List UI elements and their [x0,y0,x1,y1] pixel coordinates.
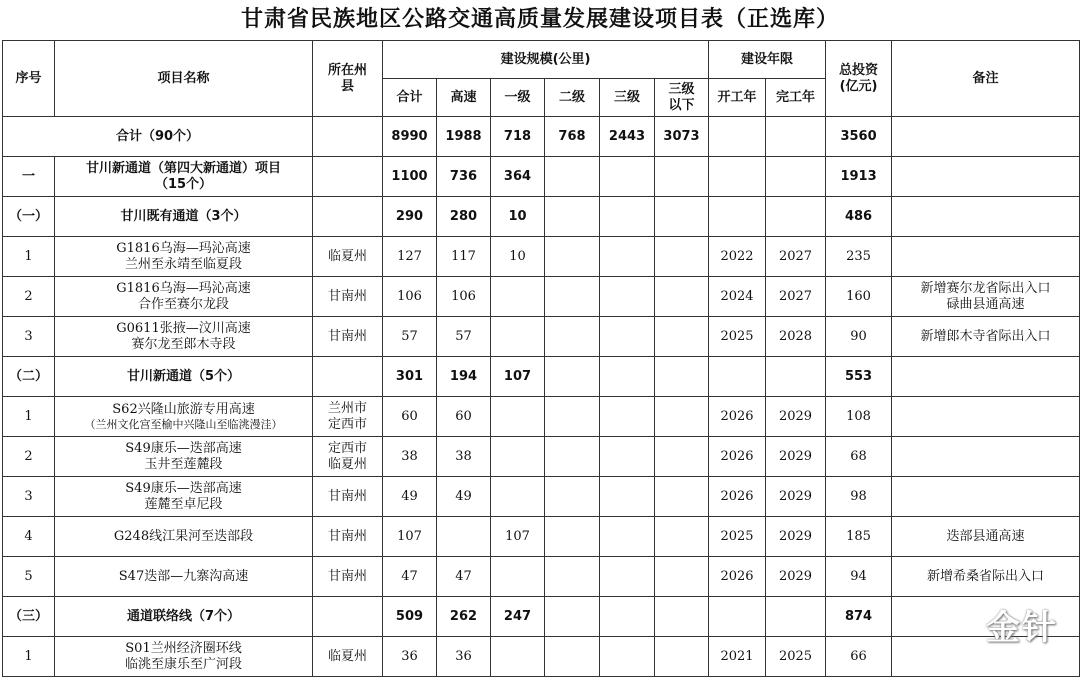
row-name: S49康乐—迭部高速 [125,480,242,496]
row-g1 [491,637,545,677]
project-table [2,40,1080,677]
row-g3b [655,517,709,557]
row-highway: 36 [437,637,491,677]
row-highway [437,517,491,557]
row-g1: 364 [491,157,545,197]
row-name: 合计（90个） [115,128,200,144]
row-name-line2: 赛尔龙至郎木寺段 [131,336,236,352]
row-g2 [545,317,600,357]
row-seq: （一） [3,197,55,237]
header-name: 项目名称 [55,41,313,117]
row-invest: 486 [826,197,892,237]
row-name-line2: 莲麓至卓尼段 [144,496,223,512]
row-county-line2: 临夏州 [327,456,367,472]
row-name: 甘川新通道（第四大新通道）项目 [85,160,281,176]
row-name: G1816乌海—玛沁高速 [116,240,251,256]
row-name-line2: （15个） [154,176,213,192]
row-remark-line2: 碌曲县通高速 [946,296,1025,312]
row-end: 2025 [766,637,826,677]
row-start: 2024 [709,277,766,317]
row-invest: 1913 [826,157,892,197]
row-highway: 60 [437,397,491,437]
row-county-cell [313,357,383,397]
row-end: 2028 [766,317,826,357]
row-g1 [491,317,545,357]
row-total: 36 [383,637,437,677]
table-row [3,237,1080,277]
row-county-cell [313,317,383,357]
row-name-line2: 合作至赛尔龙段 [137,296,229,312]
row-seq: 5 [3,557,55,597]
header-years: 建设年限 [709,41,826,79]
row-g2 [545,557,600,597]
row-name: 甘川既有通道（3个） [120,208,247,224]
row-start: 2026 [709,557,766,597]
row-invest: 68 [826,437,892,477]
row-start: 2026 [709,437,766,477]
row-g3 [600,397,655,437]
table-row [3,357,1080,397]
header-remark: 备注 [892,41,1080,117]
row-invest: 185 [826,517,892,557]
row-remark-cell [892,117,1080,157]
row-name: G0611张掖—汶川高速 [116,320,251,336]
row-end: 2029 [766,397,826,437]
row-invest: 94 [826,557,892,597]
row-g2 [545,357,600,397]
row-invest: 90 [826,317,892,357]
row-county: 甘南州 [327,328,367,344]
row-start: 2025 [709,517,766,557]
row-g3b [655,357,709,397]
row-g3: 2443 [600,117,655,157]
row-g3b [655,197,709,237]
row-name: S47迭部—九寨沟高速 [118,568,249,584]
row-name: S49康乐—迭部高速 [125,440,242,456]
row-name-cell [55,317,313,357]
header-start: 开工年 [709,79,766,117]
row-total: 38 [383,437,437,477]
row-g2 [545,637,600,677]
row-seq: 3 [3,477,55,517]
row-g3 [600,557,655,597]
row-g3 [600,517,655,557]
row-county: 甘南州 [327,288,367,304]
row-name-cell [55,277,313,317]
row-total: 47 [383,557,437,597]
row-county-cell [313,157,383,197]
row-end: 2029 [766,517,826,557]
row-g3b [655,597,709,637]
row-total: 8990 [383,117,437,157]
row-seq: （三） [3,597,55,637]
row-start: 2026 [709,397,766,437]
row-name-cell [55,517,313,557]
row-highway: 49 [437,477,491,517]
row-name-line2: 兰州至永靖至临夏段 [124,256,242,272]
row-invest: 235 [826,237,892,277]
row-start [709,597,766,637]
row-total: 509 [383,597,437,637]
row-remark-cell [892,277,1080,317]
row-g3b [655,637,709,677]
row-seq: （二） [3,357,55,397]
row-seq: 2 [3,437,55,477]
header-highway: 高速 [437,79,491,117]
row-remark-cell [892,157,1080,197]
row-name-cell [55,637,313,677]
row-g2 [545,517,600,557]
row-invest: 160 [826,277,892,317]
row-name: G248线江果河至迭部段 [113,528,254,544]
row-end [766,597,826,637]
row-g1: 107 [491,517,545,557]
row-name-cell [55,477,313,517]
row-county: 甘南州 [327,488,367,504]
row-end [766,197,826,237]
row-g3 [600,637,655,677]
row-g3 [600,197,655,237]
row-county: 定西市 [327,440,367,456]
row-total: 57 [383,317,437,357]
row-total: 290 [383,197,437,237]
total-label-cell [3,117,313,157]
row-county: 临夏州 [327,648,367,664]
row-county-cell [313,397,383,437]
row-highway: 280 [437,197,491,237]
row-total: 301 [383,357,437,397]
row-name-line2: 玉井至莲麓段 [144,456,223,472]
row-remark-cell [892,437,1080,477]
row-invest: 98 [826,477,892,517]
row-total: 127 [383,237,437,277]
row-g2 [545,237,600,277]
row-start: 2025 [709,317,766,357]
row-highway: 736 [437,157,491,197]
row-seq: 1 [3,637,55,677]
table-row [3,397,1080,437]
row-remark: 新增希桑省际出入口 [927,568,1045,584]
row-name-cell [55,397,313,437]
table-row [3,637,1080,677]
row-invest: 553 [826,357,892,397]
row-start [709,197,766,237]
row-g1 [491,477,545,517]
row-start: 2022 [709,237,766,277]
row-county-cell [313,437,383,477]
row-g1: 247 [491,597,545,637]
row-highway: 262 [437,597,491,637]
row-g3b [655,237,709,277]
row-name-cell [55,597,313,637]
row-county-cell [313,597,383,637]
row-county: 兰州市 [327,400,367,416]
row-name: G1816乌海—玛沁高速 [116,280,251,296]
header-scale: 建设规模(公里) [383,41,709,79]
row-g2 [545,277,600,317]
header-invest: 总投资(亿元) [826,41,892,117]
row-g1 [491,437,545,477]
row-county-cell [313,477,383,517]
row-g1: 10 [491,237,545,277]
row-seq: 2 [3,277,55,317]
row-total: 107 [383,517,437,557]
header-grade3: 三级 [600,79,655,117]
row-start: 2026 [709,477,766,517]
row-highway: 194 [437,357,491,397]
header-total: 合计 [383,79,437,117]
row-g2 [545,197,600,237]
row-g3b [655,277,709,317]
row-county: 甘南州 [327,568,367,584]
table-row [3,197,1080,237]
row-remark: 迭部县通高速 [946,528,1025,544]
row-county-cell [313,197,383,237]
table-row [3,117,1080,157]
row-g3 [600,157,655,197]
row-g3b [655,557,709,597]
row-remark-cell [892,357,1080,397]
row-highway: 57 [437,317,491,357]
header-seq: 序号 [3,41,55,117]
row-g2 [545,397,600,437]
row-name-line2: 临洮至康乐至广河段 [124,656,242,672]
row-g3b: 3073 [655,117,709,157]
table-row [3,517,1080,557]
row-county-cell [313,517,383,557]
row-g1: 718 [491,117,545,157]
table-row [3,477,1080,517]
row-remark-cell [892,477,1080,517]
row-seq: 一 [3,157,55,197]
table-row [3,557,1080,597]
row-highway: 1988 [437,117,491,157]
row-remark-cell [892,557,1080,597]
row-g3b [655,477,709,517]
table-row [3,157,1080,197]
watermark: 金针 [986,608,1058,648]
row-name: S62兴隆山旅游专用高速 [112,401,255,417]
row-remark-cell [892,197,1080,237]
row-highway: 38 [437,437,491,477]
row-name-cell [55,437,313,477]
row-seq: 4 [3,517,55,557]
header-grade1: 一级 [491,79,545,117]
row-start [709,157,766,197]
row-name: 通道联络线（7个） [126,608,241,624]
row-g1 [491,397,545,437]
row-g1: 107 [491,357,545,397]
header-county: 所在州县 [313,41,383,117]
row-remark-cell [892,237,1080,277]
row-county-cell [313,637,383,677]
row-end: 2029 [766,437,826,477]
row-start: 2021 [709,637,766,677]
row-county-line2: 定西市 [327,416,367,432]
row-highway: 117 [437,237,491,277]
row-g3 [600,437,655,477]
row-g3b [655,397,709,437]
row-invest: 874 [826,597,892,637]
row-g1 [491,277,545,317]
row-g3 [600,477,655,517]
row-county: 临夏州 [327,248,367,264]
table-row [3,437,1080,477]
row-total: 60 [383,397,437,437]
row-county-cell [313,237,383,277]
row-end [766,157,826,197]
row-g3 [600,237,655,277]
row-g2 [545,437,600,477]
table-row [3,597,1080,637]
row-g2 [545,157,600,197]
table-row [3,277,1080,317]
row-g2: 768 [545,117,600,157]
row-end: 2027 [766,237,826,277]
row-county: 甘南州 [327,528,367,544]
row-end: 2029 [766,477,826,517]
row-start [709,117,766,157]
header-grade3below: 三级以下 [655,79,709,117]
row-total: 106 [383,277,437,317]
table-body [3,117,1080,677]
row-name: S01兰州经济圈环线 [125,640,242,656]
row-highway: 47 [437,557,491,597]
row-total: 1100 [383,157,437,197]
row-g3b [655,157,709,197]
row-end: 2029 [766,557,826,597]
row-seq: 1 [3,237,55,277]
row-g1 [491,557,545,597]
header-end: 完工年 [766,79,826,117]
row-invest: 3560 [826,117,892,157]
table-row [3,317,1080,357]
row-remark-cell [892,317,1080,357]
row-county-cell [313,557,383,597]
header-grade2: 二级 [545,79,600,117]
row-name-line2: （兰州文化宫至榆中兴隆山至临洮漫洼） [84,417,283,431]
row-start [709,357,766,397]
row-remark: 新增郎木寺省际出入口 [920,328,1051,344]
header-row-1 [3,41,1080,79]
row-name: 甘川新通道（5个） [126,368,241,384]
row-name-cell [55,557,313,597]
row-g3 [600,277,655,317]
row-remark: 新增赛尔龙省际出入口 [920,280,1051,296]
row-g3 [600,357,655,397]
row-remark-cell [892,397,1080,437]
row-highway: 106 [437,277,491,317]
row-remark-cell [892,517,1080,557]
row-county-cell [313,277,383,317]
row-name-cell [55,237,313,277]
row-g2 [545,597,600,637]
row-name-cell [55,157,313,197]
row-g1: 10 [491,197,545,237]
row-county-cell [313,117,383,157]
row-seq: 3 [3,317,55,357]
row-name-cell [55,357,313,397]
row-g3b [655,437,709,477]
row-g3 [600,317,655,357]
row-total: 49 [383,477,437,517]
row-g3 [600,597,655,637]
row-invest: 108 [826,397,892,437]
row-g2 [545,477,600,517]
row-end: 2027 [766,277,826,317]
row-g3b [655,317,709,357]
page-title: 甘肃省民族地区公路交通高质量发展建设项目表（正选库） [240,7,839,32]
row-end [766,117,826,157]
row-name-cell [55,197,313,237]
row-seq: 1 [3,397,55,437]
row-invest: 66 [826,637,892,677]
row-end [766,357,826,397]
